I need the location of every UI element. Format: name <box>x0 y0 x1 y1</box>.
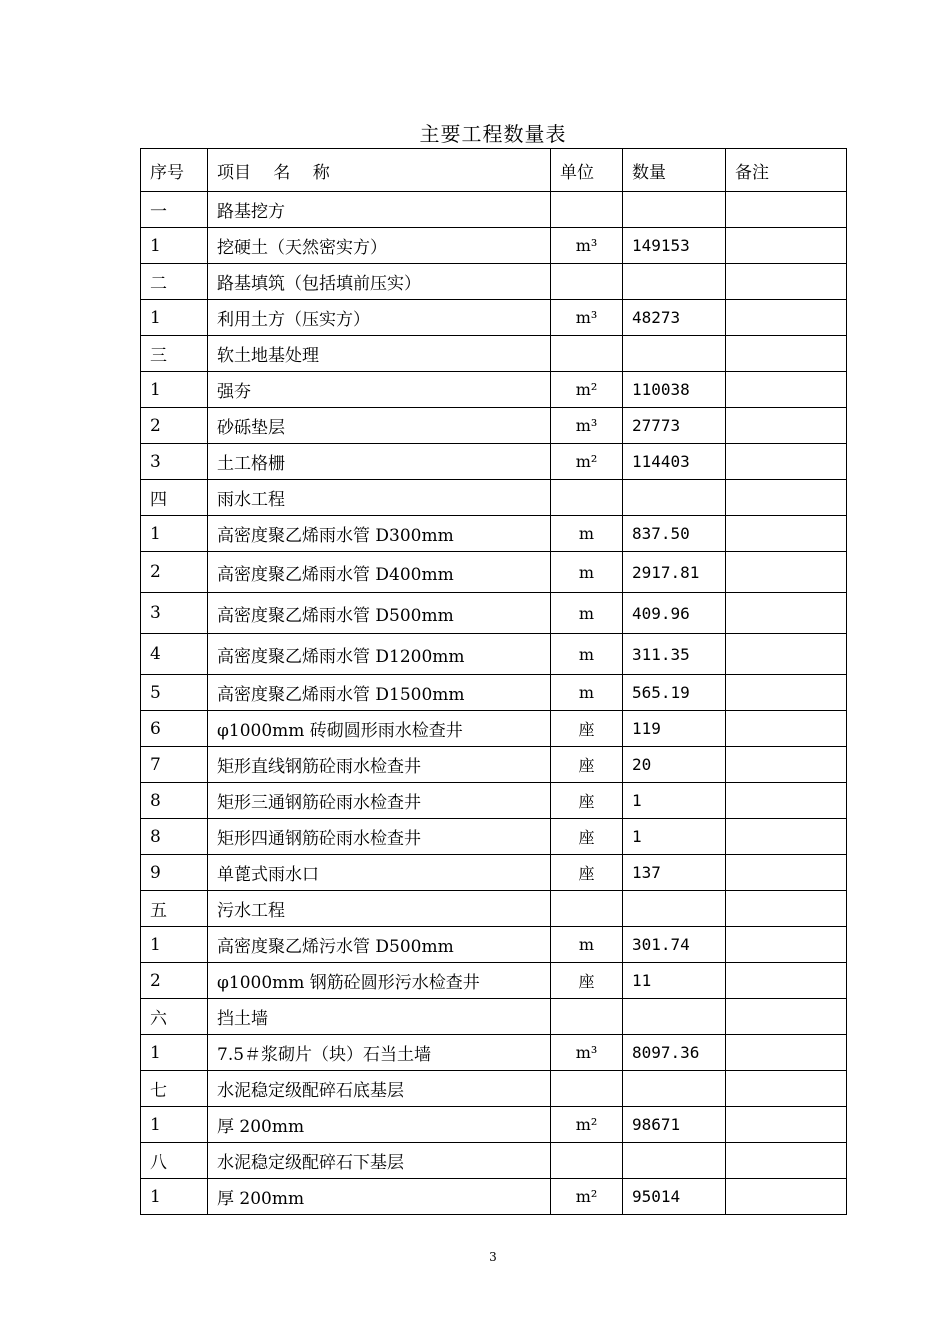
item-name-cell: 矩形直线钢筋砼雨水检查井 <box>208 747 551 783</box>
unit-cell <box>551 1071 623 1107</box>
quantity-cell: 149153 <box>623 228 726 264</box>
quantity-cell <box>623 1071 726 1107</box>
remarks-cell <box>726 228 847 264</box>
unit-cell: m³ <box>551 300 623 336</box>
unit-cell <box>551 336 623 372</box>
item-name-cell: 矩形三通钢筋砼雨水检查井 <box>208 783 551 819</box>
unit-cell: m <box>551 552 623 593</box>
table-row <box>141 675 847 711</box>
table-row <box>141 1071 847 1107</box>
quantity-cell: 27773 <box>623 408 726 444</box>
row-index-cell: 2 <box>141 552 208 593</box>
unit-cell: m³ <box>551 1035 623 1071</box>
item-name-cell: 高密度聚乙烯雨水管 D1200mm <box>208 634 551 675</box>
remarks-cell <box>726 264 847 300</box>
remarks-cell <box>726 783 847 819</box>
item-name-cell: 7.5＃浆砌片（块）石当土墙 <box>208 1035 551 1071</box>
row-index-cell: 五 <box>141 891 208 927</box>
row-index-cell: 1 <box>141 228 208 264</box>
header-unit: 单位 <box>551 149 623 192</box>
item-name-cell: 强夯 <box>208 372 551 408</box>
row-index-cell: 3 <box>141 593 208 634</box>
row-index-cell: 1 <box>141 1107 208 1143</box>
table-header-row <box>141 149 847 192</box>
item-name-cell: 高密度聚乙烯污水管 D500mm <box>208 927 551 963</box>
table-row <box>141 336 847 372</box>
remarks-cell <box>726 1107 847 1143</box>
quantity-cell: 409.96 <box>623 593 726 634</box>
remarks-cell <box>726 711 847 747</box>
unit-cell <box>551 891 623 927</box>
row-index-cell: 5 <box>141 675 208 711</box>
remarks-cell <box>726 747 847 783</box>
item-name-cell: 水泥稳定级配碎石下基层 <box>208 1143 551 1179</box>
remarks-cell <box>726 675 847 711</box>
table-row <box>141 634 847 675</box>
table-row <box>141 516 847 552</box>
table-row <box>141 444 847 480</box>
item-name-cell: 路基填筑（包括填前压实） <box>208 264 551 300</box>
page-number: 3 <box>489 1250 497 1264</box>
table-row <box>141 264 847 300</box>
remarks-cell <box>726 336 847 372</box>
quantity-cell: 301.74 <box>623 927 726 963</box>
unit-cell: m <box>551 927 623 963</box>
table-row <box>141 228 847 264</box>
unit-cell: 座 <box>551 855 623 891</box>
unit-cell <box>551 264 623 300</box>
table-row <box>141 1107 847 1143</box>
table-row <box>141 819 847 855</box>
table-row <box>141 855 847 891</box>
row-index-cell: 1 <box>141 516 208 552</box>
unit-cell: m <box>551 634 623 675</box>
header-item-name: 项目 名 称 <box>208 149 551 192</box>
unit-cell <box>551 480 623 516</box>
header-quantity: 数量 <box>623 149 726 192</box>
quantity-cell: 137 <box>623 855 726 891</box>
item-name-cell: 厚 200mm <box>208 1179 551 1215</box>
quantity-table <box>140 148 847 1215</box>
quantity-cell <box>623 999 726 1035</box>
table-row <box>141 552 847 593</box>
unit-cell: m² <box>551 372 623 408</box>
quantity-cell: 95014 <box>623 1179 726 1215</box>
item-name-cell: 矩形四通钢筋砼雨水检查井 <box>208 819 551 855</box>
remarks-cell <box>726 408 847 444</box>
unit-cell: 座 <box>551 747 623 783</box>
quantity-cell: 8097.36 <box>623 1035 726 1071</box>
row-index-cell: 1 <box>141 1035 208 1071</box>
unit-cell: 座 <box>551 783 623 819</box>
quantity-cell <box>623 891 726 927</box>
quantity-cell: 1 <box>623 783 726 819</box>
item-name-cell: φ1000mm 钢筋砼圆形污水检查井 <box>208 963 551 999</box>
quantity-cell: 119 <box>623 711 726 747</box>
remarks-cell <box>726 372 847 408</box>
item-name-cell: 高密度聚乙烯雨水管 D400mm <box>208 552 551 593</box>
table-row <box>141 927 847 963</box>
quantity-cell: 565.19 <box>623 675 726 711</box>
unit-cell: m² <box>551 1107 623 1143</box>
table-row <box>141 480 847 516</box>
quantity-cell <box>623 336 726 372</box>
header-index: 序号 <box>141 149 208 192</box>
row-index-cell: 6 <box>141 711 208 747</box>
unit-cell: m <box>551 675 623 711</box>
row-index-cell: 八 <box>141 1143 208 1179</box>
row-index-cell: 9 <box>141 855 208 891</box>
remarks-cell <box>726 1071 847 1107</box>
unit-cell: m² <box>551 1179 623 1215</box>
quantity-cell: 11 <box>623 963 726 999</box>
quantity-cell: 1 <box>623 819 726 855</box>
table-row <box>141 192 847 228</box>
table-row <box>141 300 847 336</box>
remarks-cell <box>726 1179 847 1215</box>
quantity-cell <box>623 1143 726 1179</box>
row-index-cell: 4 <box>141 634 208 675</box>
row-index-cell: 二 <box>141 264 208 300</box>
quantity-cell: 110038 <box>623 372 726 408</box>
quantity-cell <box>623 192 726 228</box>
unit-cell: m³ <box>551 408 623 444</box>
table-row <box>141 747 847 783</box>
quantity-cell: 20 <box>623 747 726 783</box>
item-name-cell: 砂砾垫层 <box>208 408 551 444</box>
table-row <box>141 372 847 408</box>
item-name-cell: 单蓖式雨水口 <box>208 855 551 891</box>
remarks-cell <box>726 444 847 480</box>
row-index-cell: 2 <box>141 963 208 999</box>
row-index-cell: 1 <box>141 927 208 963</box>
unit-cell: m <box>551 516 623 552</box>
item-name-cell: 雨水工程 <box>208 480 551 516</box>
unit-cell: m <box>551 593 623 634</box>
table-row <box>141 1179 847 1215</box>
quantity-cell <box>623 264 726 300</box>
item-name-cell: 水泥稳定级配碎石底基层 <box>208 1071 551 1107</box>
table-row <box>141 408 847 444</box>
table-row <box>141 711 847 747</box>
quantity-cell <box>623 480 726 516</box>
remarks-cell <box>726 552 847 593</box>
row-index-cell: 7 <box>141 747 208 783</box>
unit-cell: m² <box>551 444 623 480</box>
remarks-cell <box>726 516 847 552</box>
remarks-cell <box>726 855 847 891</box>
remarks-cell <box>726 1035 847 1071</box>
remarks-cell <box>726 593 847 634</box>
quantity-cell: 837.50 <box>623 516 726 552</box>
item-name-cell: 厚 200mm <box>208 1107 551 1143</box>
table-row <box>141 1143 847 1179</box>
row-index-cell: 1 <box>141 372 208 408</box>
remarks-cell <box>726 634 847 675</box>
row-index-cell: 2 <box>141 408 208 444</box>
item-name-cell: 挖硬土（天然密实方） <box>208 228 551 264</box>
row-index-cell: 七 <box>141 1071 208 1107</box>
remarks-cell <box>726 999 847 1035</box>
item-name-cell: φ1000mm 砖砌圆形雨水检查井 <box>208 711 551 747</box>
unit-cell: 座 <box>551 963 623 999</box>
row-index-cell: 1 <box>141 300 208 336</box>
remarks-cell <box>726 192 847 228</box>
quantity-cell: 98671 <box>623 1107 726 1143</box>
item-name-cell: 高密度聚乙烯雨水管 D300mm <box>208 516 551 552</box>
item-name-cell: 土工格栅 <box>208 444 551 480</box>
row-index-cell: 六 <box>141 999 208 1035</box>
unit-cell: 座 <box>551 711 623 747</box>
item-name-cell: 污水工程 <box>208 891 551 927</box>
remarks-cell <box>726 891 847 927</box>
remarks-cell <box>726 1143 847 1179</box>
row-index-cell: 一 <box>141 192 208 228</box>
unit-cell: m³ <box>551 228 623 264</box>
row-index-cell: 三 <box>141 336 208 372</box>
quantity-cell: 2917.81 <box>623 552 726 593</box>
remarks-cell <box>726 300 847 336</box>
remarks-cell <box>726 480 847 516</box>
table-row <box>141 999 847 1035</box>
unit-cell: 座 <box>551 819 623 855</box>
document-title: 主要工程数量表 <box>419 122 567 146</box>
item-name-cell: 利用土方（压实方） <box>208 300 551 336</box>
quantity-cell: 311.35 <box>623 634 726 675</box>
row-index-cell: 3 <box>141 444 208 480</box>
item-name-cell: 路基挖方 <box>208 192 551 228</box>
remarks-cell <box>726 819 847 855</box>
quantity-cell: 114403 <box>623 444 726 480</box>
table-row <box>141 963 847 999</box>
unit-cell <box>551 192 623 228</box>
row-index-cell: 四 <box>141 480 208 516</box>
remarks-cell <box>726 963 847 999</box>
item-name-cell: 软土地基处理 <box>208 336 551 372</box>
table-row <box>141 891 847 927</box>
quantity-cell: 48273 <box>623 300 726 336</box>
item-name-cell: 高密度聚乙烯雨水管 D500mm <box>208 593 551 634</box>
header-remarks: 备注 <box>726 149 847 192</box>
table-row <box>141 593 847 634</box>
row-index-cell: 8 <box>141 783 208 819</box>
table-row <box>141 1035 847 1071</box>
unit-cell <box>551 1143 623 1179</box>
item-name-cell: 高密度聚乙烯雨水管 D1500mm <box>208 675 551 711</box>
unit-cell <box>551 999 623 1035</box>
row-index-cell: 1 <box>141 1179 208 1215</box>
row-index-cell: 8 <box>141 819 208 855</box>
table-row <box>141 783 847 819</box>
remarks-cell <box>726 927 847 963</box>
item-name-cell: 挡土墙 <box>208 999 551 1035</box>
